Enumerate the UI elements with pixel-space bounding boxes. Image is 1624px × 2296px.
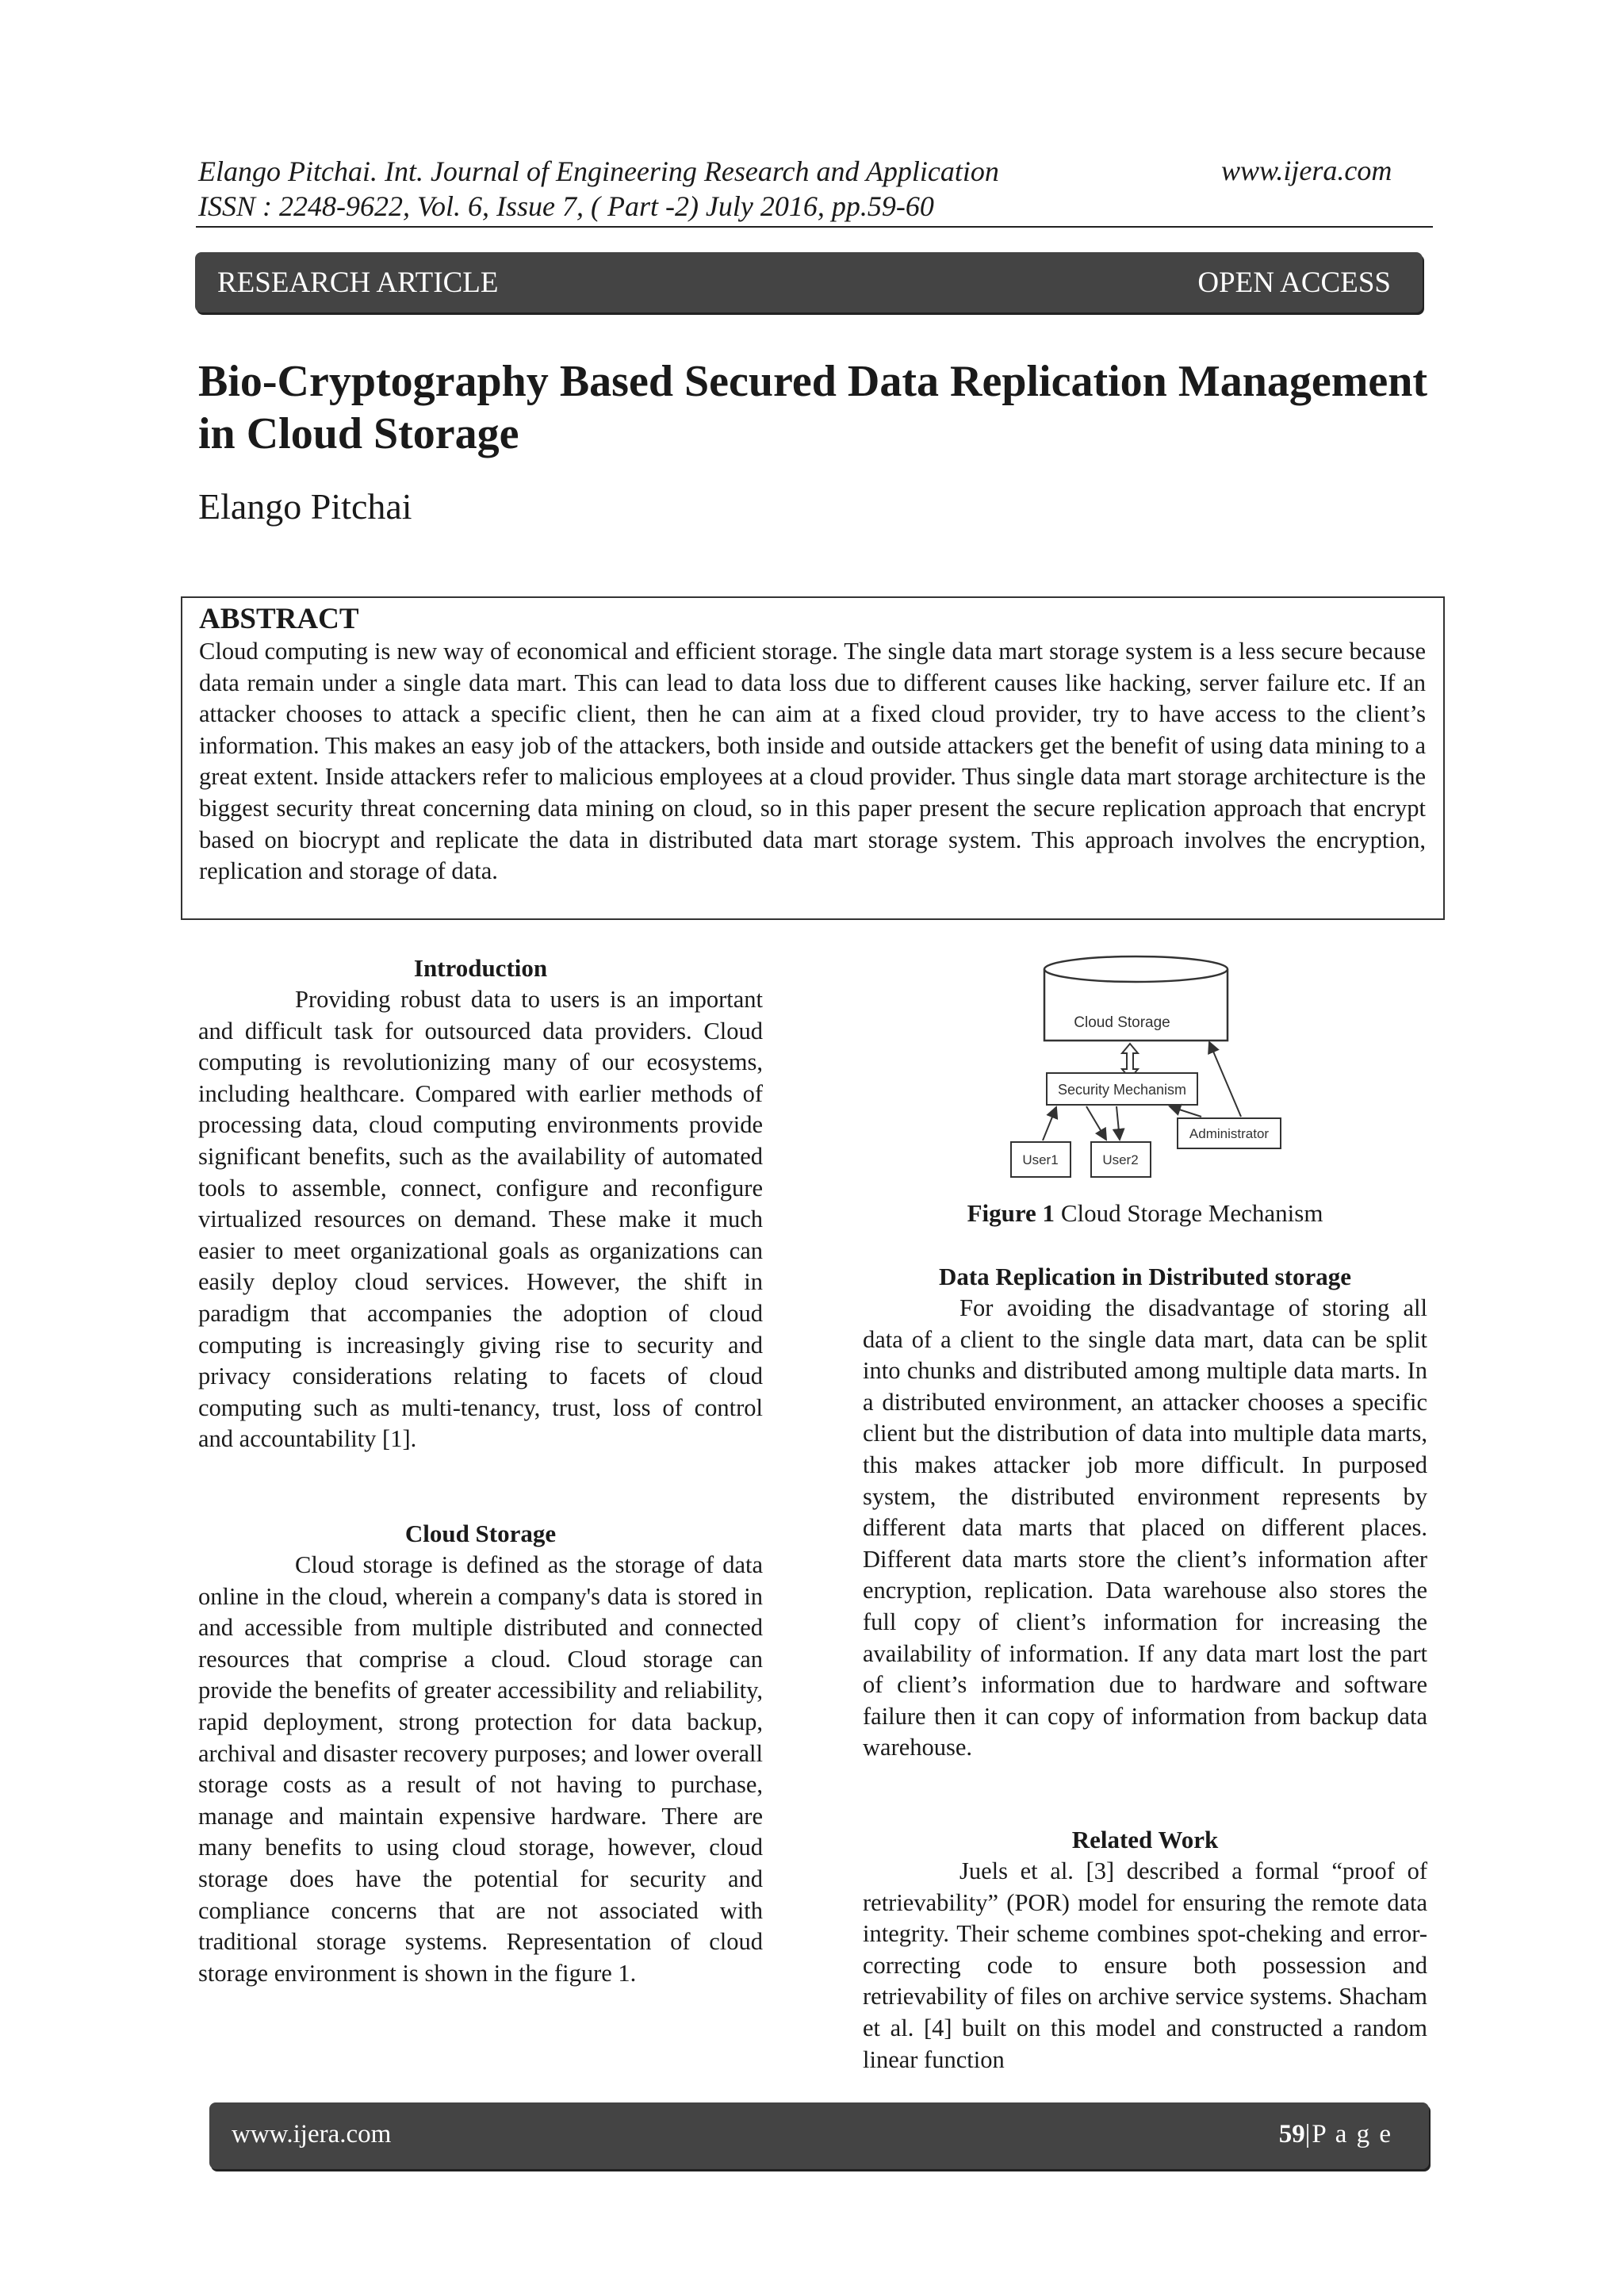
introduction-heading: Introduction [413, 954, 548, 982]
page-number-value: 59 [1278, 2120, 1305, 2148]
security-mechanism-node-label: Security Mechanism [1057, 1082, 1187, 1098]
admin-to-storage-arrow [1209, 1042, 1241, 1117]
administrator-node-label: Administrator [1189, 1126, 1270, 1141]
user1-node [1011, 1142, 1071, 1177]
abstract-text: Cloud computing is new way of economical and efficient storage. The single data mart storage system is a less secure because data remain under a single data mart. This can lead to data loss due to different causes like hacking, server failure etc. If an attacker chooses to attack a specific client, then he can aim at a fixed cloud provider, try to have access to the client’s information. This makes an easy job of the attackers, both inside and outside attackers get the benefit of using data mining to a great extent. Inside attackers refer to malicious employees at a cloud provider. Thus single data mart storage architecture is the biggest security threat concerning data mining on cloud, so in this paper present the secure replication approach that encrypt based on biocrypt and replicate the data in distributed data mart storage system. This approach involves the encryption, replication and storage of data. [199, 638, 1426, 885]
data-replication-heading: Data Replication in Distributed storage [938, 1263, 1352, 1290]
research-article-label: RESEARCH ARTICLE [217, 266, 499, 299]
page-number [1279, 2120, 1392, 2149]
user2-node [1091, 1142, 1151, 1177]
cloud-storage-heading: Cloud Storage [404, 1520, 557, 1547]
admin-to-security-arrow [1170, 1106, 1201, 1117]
abstract-box [181, 596, 1445, 920]
open-access-label: OPEN ACCESS [1197, 266, 1391, 299]
journal-citation: Elango Pitchai. Int. Journal of Engineering Research and Application [198, 155, 999, 187]
cloud-storage-section [198, 1518, 763, 1989]
page-footer [209, 2102, 1429, 2169]
footer-website-link[interactable]: www.ijera.com [232, 2120, 392, 2148]
related-work-heading: Related Work [1071, 1826, 1219, 1853]
issn-line: ISSN : 2248-9622, Vol. 6, Issue 7, ( Part -2) July 2016, pp.59-60 [198, 190, 934, 222]
security-mechanism-node [1047, 1073, 1197, 1105]
header-website-link[interactable]: www.ijera.com [1221, 155, 1392, 186]
cloud-storage-diagram [999, 952, 1293, 1190]
user1-to-security-arrow [1043, 1107, 1056, 1140]
article-type-banner [195, 252, 1423, 312]
related-work-section [863, 1824, 1427, 2076]
data-replication-section [863, 1261, 1427, 1764]
cloud-storage-node-label: Cloud Storage [1074, 1014, 1170, 1031]
security-to-user2-arrow [1086, 1106, 1106, 1140]
related-work-text: Juels et al. [3] described a formal “proof of retrievability” (POR) model for ensuring the remote data integrity. Their scheme combines spot-cheking and error-correcting code to ensure both possession and retrievability of files on archive service systems. Shacham et al. [4] built on this model and constructed a random linear function [863, 1857, 1427, 2073]
author-name: Elango Pitchai [198, 486, 412, 527]
cloud-storage-node [1044, 956, 1228, 1041]
figure-label: Figure 1 [967, 1199, 1055, 1227]
security-to-user2-arrow-b [1116, 1106, 1120, 1140]
cloud-storage-text: Cloud storage is defined as the storage of data online in the cloud, wherein a company's data is stored in and accessible from multiple distributed and connected resources that comprise a cloud. Cloud storage can provide the benefits of greater accessibility and reliability, rapid deployment, strong protection for data backup, archival and disaster recovery purposes; and lower overall storage costs as a result of not having to purchase, manage and maintain expensive hardware. There are many benefits to using cloud storage, however, cloud storage does have the potential for security and compliance concerns that are not associated with traditional storage systems. Representation of cloud storage environment is shown in the figure 1. [198, 1551, 763, 1987]
user2-node-label: User2 [1102, 1152, 1139, 1167]
figure-caption-text: Cloud Storage Mechanism [1060, 1199, 1323, 1227]
user1-node-label: User1 [1022, 1152, 1059, 1167]
paper-title: Bio-Cryptography Based Secured Data Replication Management in Cloud Storage [198, 357, 1427, 458]
administrator-node [1178, 1118, 1281, 1148]
abstract-heading: ABSTRACT [199, 603, 359, 635]
page-label: |P a g e [1304, 2120, 1392, 2148]
introduction-section [198, 953, 763, 1455]
data-replication-text: For avoiding the disadvantage of storing all data of a client to the single data mart, data can be split into chunks and distributed among multiple data marts. In a distributed environment, an attacker chooses a specific client but the distribution of data into multiple data marts, this makes attacker job more difficult. In purposed system, the distributed environment represents by different data marts that placed on different places. Different data marts store the client’s information after encryption, replication. Data warehouse also stores the full copy of client’s information for increasing the availability of information. If any data mart lost the part of client’s information due to hardware and software failure then it can copy of information from backup data warehouse. [863, 1294, 1427, 1761]
header-divider [196, 226, 1433, 228]
introduction-text: Providing robust data to users is an important and difficult task for outsourced data providers. Cloud computing is revolutionizing many of our ecosystems, including healthcare. Compared with earlier methods of processing data, cloud computing environments provide significant benefits, such as the availability of automated tools to assemble, connect, configure and reconfigure virtualized resources on demand. These make it much easier to meet organizational goals as organizations can easily deploy cloud services. However, the shift in paradigm that accompanies the adoption of cloud computing is increasingly giving rise to security and privacy considerations relating to facets of cloud computing such as multi-tenancy, trust, loss of control and accountability [1]. [198, 986, 763, 1453]
figure-caption [863, 1199, 1427, 1228]
